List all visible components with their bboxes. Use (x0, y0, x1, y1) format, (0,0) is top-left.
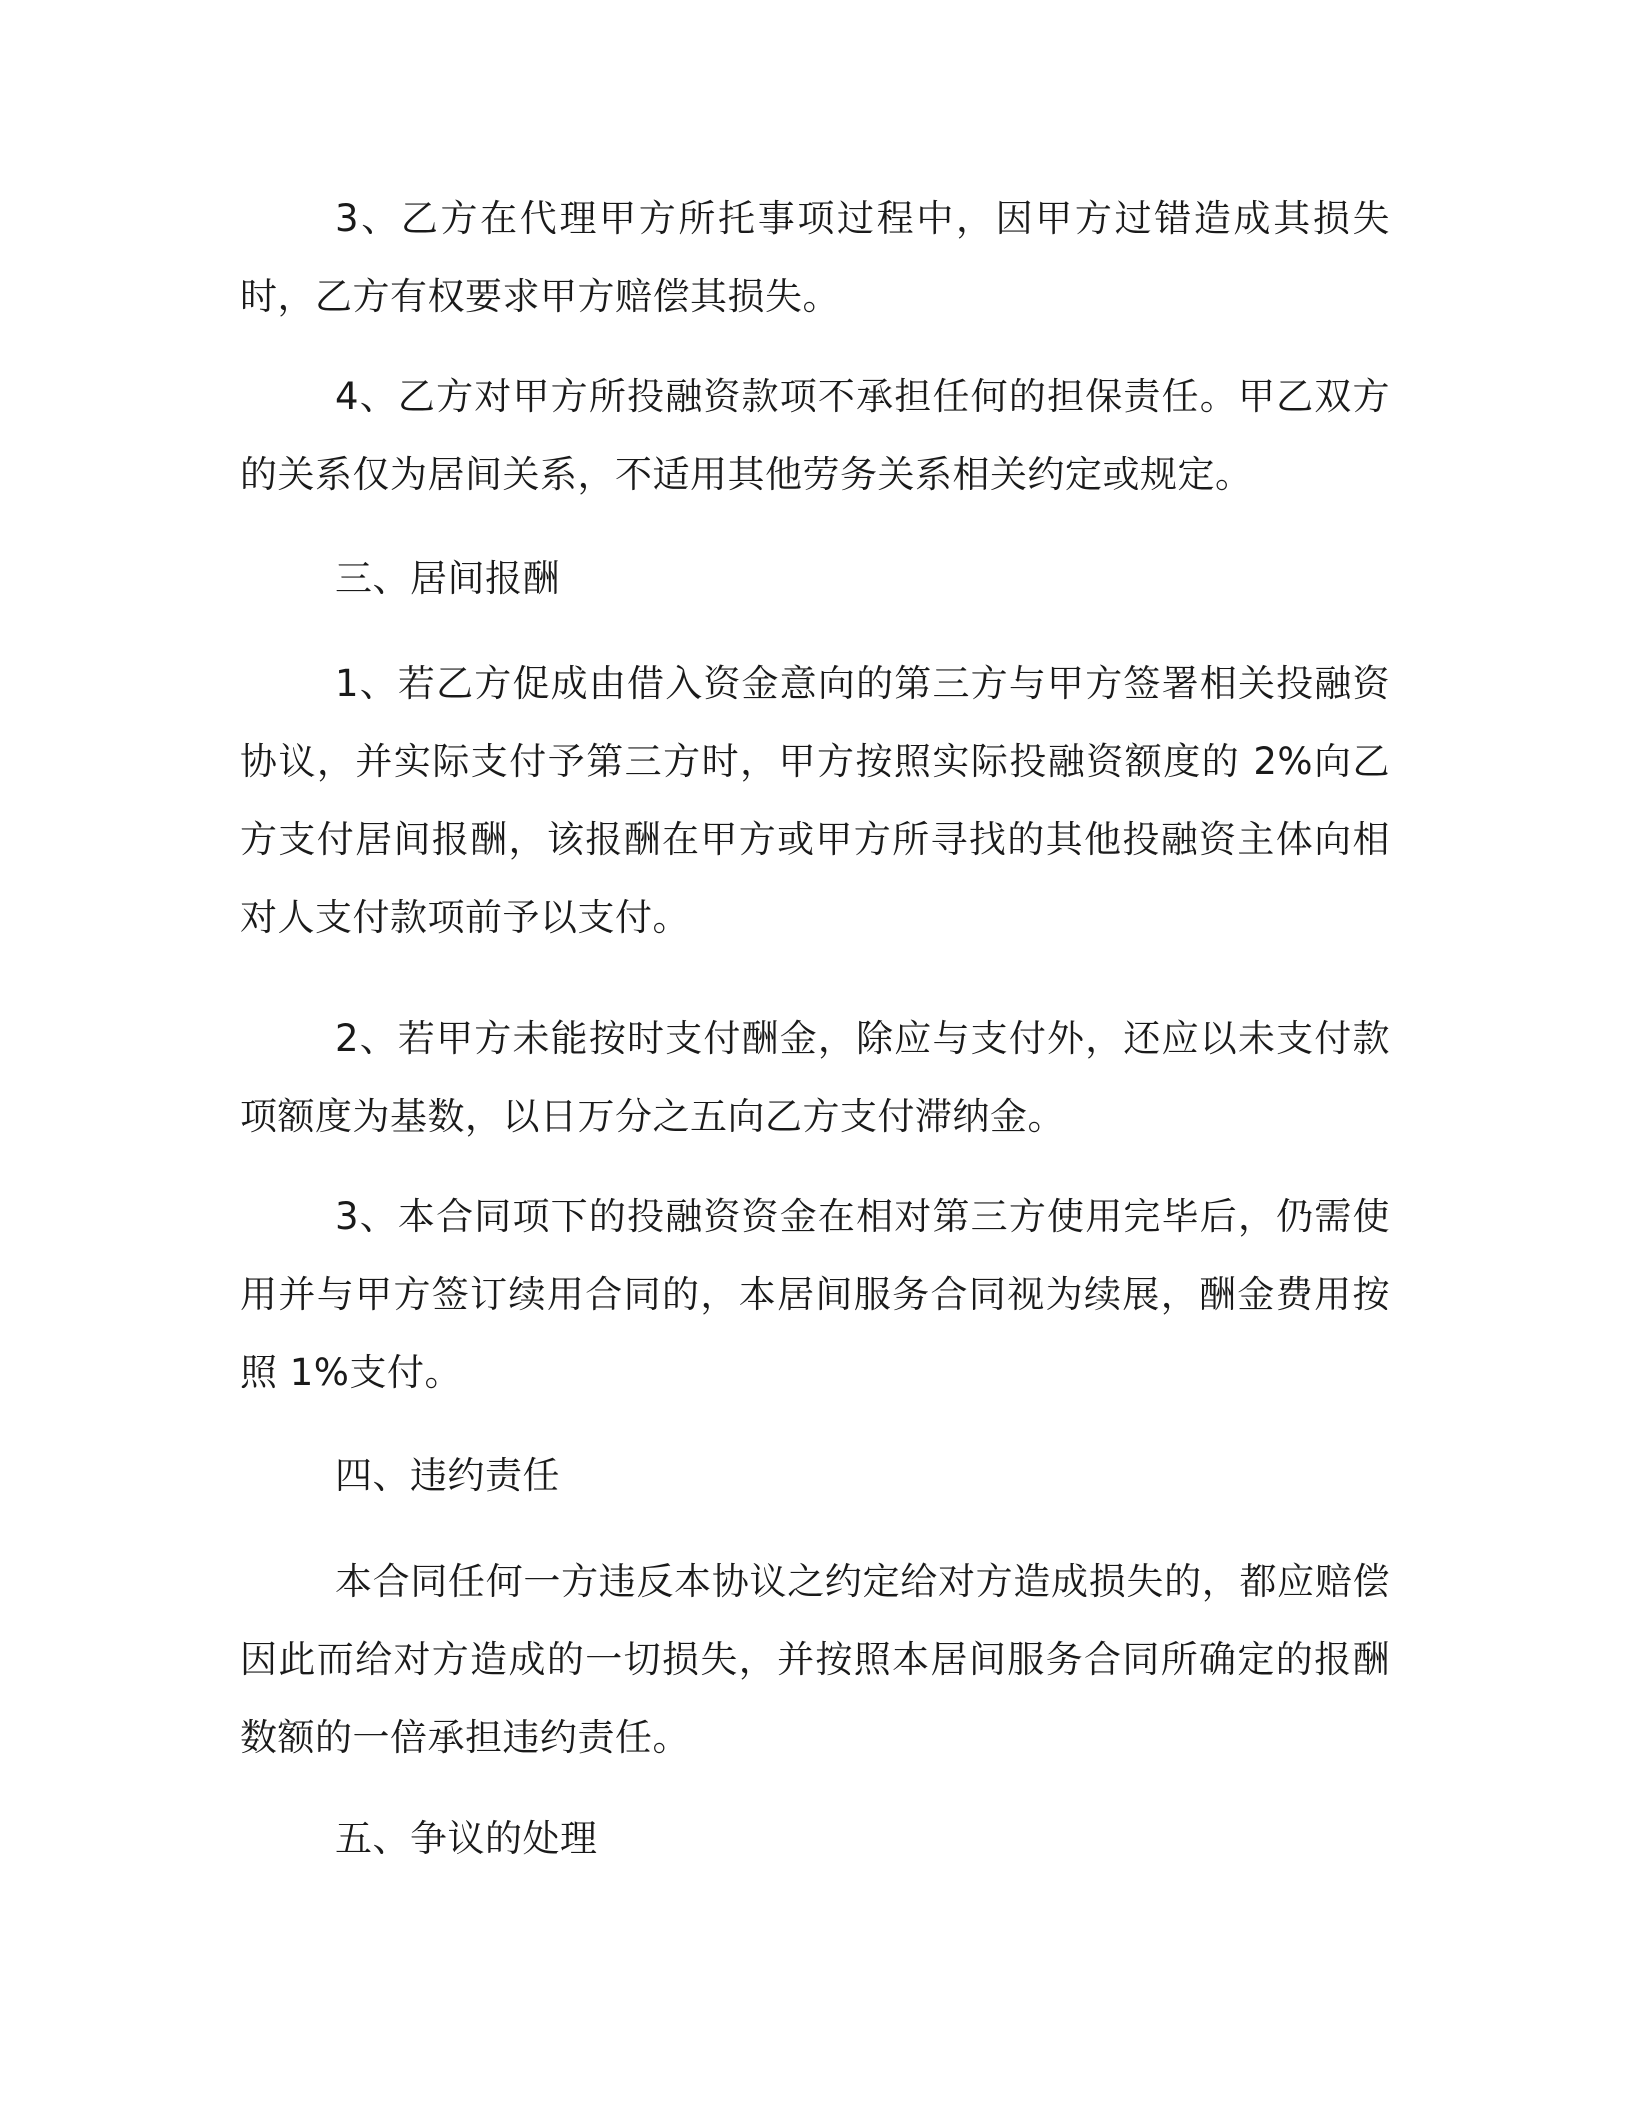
section-heading: 四、违约责任 (335, 1454, 560, 1497)
paragraph-no-guarantee (240, 358, 1390, 514)
paragraph-breach (240, 1543, 1390, 1777)
paragraph-text: 1、若乙方促成由借入资金意向的第三方与甲方签署相关投融资协议，并实际支付予第三方时，甲方按照实际投融资额度的 2%向乙方支付居间报酬，该报酬在甲方或甲方所寻找的其他投融资主体向相对人支付款项前予以支付。 (240, 662, 1390, 939)
section-heading-dispute (240, 1800, 1390, 1878)
section-heading: 三、居间报酬 (335, 557, 560, 600)
paragraph-remuneration-rate (240, 645, 1390, 957)
paragraph-compensation-claim (240, 180, 1390, 336)
paragraph-renewal (240, 1178, 1390, 1412)
paragraph-text: 3、本合同项下的投融资资金在相对第三方使用完毕后，仍需使用并与甲方签订续用合同的，本居间服务合同视为续展，酬金费用按照 1%支付。 (240, 1195, 1390, 1394)
section-heading-liability (240, 1437, 1390, 1515)
paragraph-late-fee (240, 1000, 1390, 1156)
paragraph-text: 3、乙方在代理甲方所托事项过程中，因甲方过错造成其损失时，乙方有权要求甲方赔偿其损失。 (240, 197, 1390, 318)
section-heading-remuneration (240, 540, 1390, 618)
paragraph-text: 4、乙方对甲方所投融资款项不承担任何的担保责任。甲乙双方的关系仅为居间关系，不适用其他劳务关系相关约定或规定。 (240, 375, 1390, 496)
section-heading: 五、争议的处理 (335, 1817, 598, 1860)
paragraph-text: 2、若甲方未能按时支付酬金，除应与支付外，还应以未支付款项额度为基数，以日万分之五向乙方支付滞纳金。 (240, 1017, 1390, 1138)
paragraph-text: 本合同任何一方违反本协议之约定给对方造成损失的，都应赔偿因此而给对方造成的一切损失，并按照本居间服务合同所确定的报酬数额的一倍承担违约责任。 (240, 1560, 1390, 1759)
